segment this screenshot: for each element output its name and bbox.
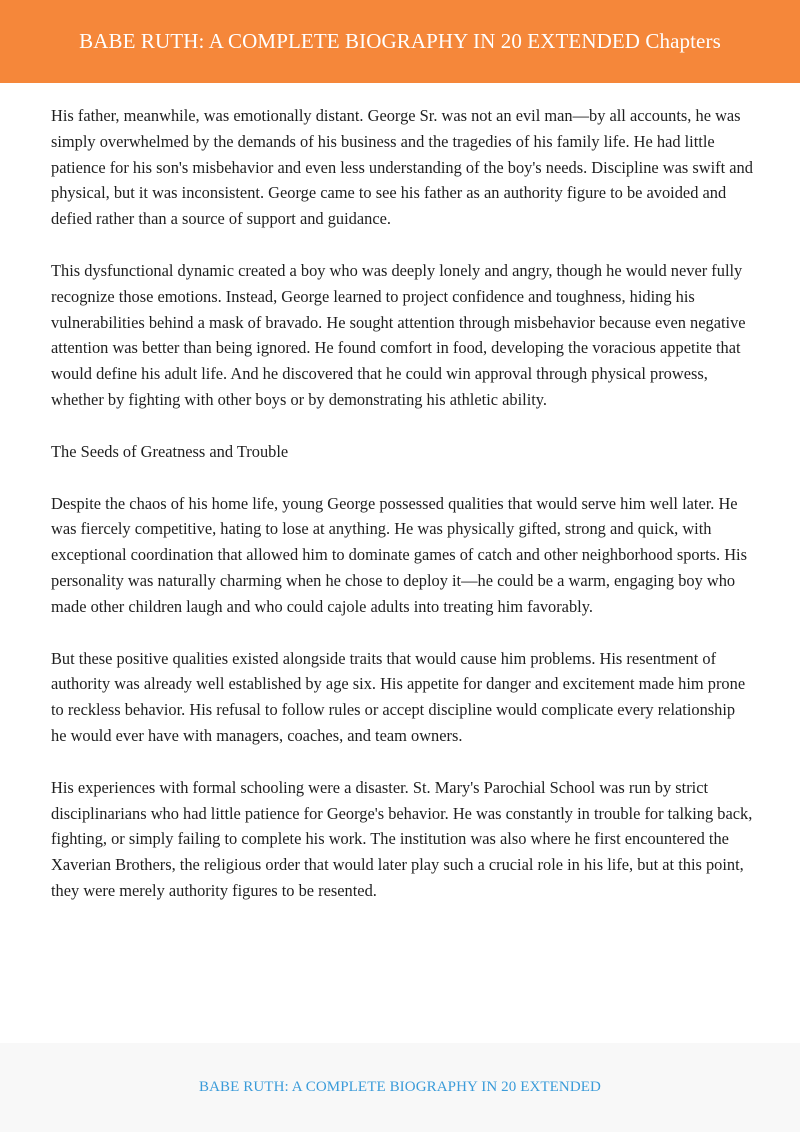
paragraph: This dysfunctional dynamic created a boy who was deeply lonely and angry, though he would never fully recognize those emotions. Instead, George learned to project confidence and toughness, hiding his vulnerabilities behind a mask of bravado. He sought attention through misbehavior because even negative attention was better than being ignored. He found comfort in food, developing the voracious appetite that would define his adult life. And he discovered that he could win approval through physical prowess, whether by fighting with other boys or by demonstrating his athletic ability. — [51, 260, 746, 409]
footer-title[interactable]: BABE RUTH: A COMPLETE BIOGRAPHY IN 20 EXTENDED — [199, 1079, 601, 1095]
page-content — [51, 103, 753, 930]
page-header — [0, 0, 800, 83]
paragraph: His experiences with formal schooling were a disaster. St. Mary's Parochial School was run by strict disciplinarians who had little patience for George's behavior. He was constantly in trouble for talking back, fighting, or simply failing to complete his work. The institution was also where he first encountered the Xaverian Brothers, the religious order that would later play such a crucial role in his life, but at this point, they were merely authority figures to be resented. — [51, 777, 753, 900]
paragraph: His father, meanwhile, was emotionally distant. George Sr. was not an evil man—by all accounts, he was simply overwhelmed by the demands of his business and the tragedies of his family life. He had little patience for his son's misbehavior and even less understanding of the boy's needs. Discipline was swift and physical, but it was inconsistent. George came to see his father as an authority figure to be avoided and defied rather than a source of support and guidance. — [51, 106, 753, 229]
paragraph: Despite the chaos of his home life, young George possessed qualities that would serve him well later. He was fiercely competitive, hating to lose at anything. He was physically gifted, strong and quick, with exceptional coordination that allowed him to dominate games of catch and other neighborhood sports. His personality was naturally charming when he chose to deploy it—he could be a warm, engaging boy who made other children laugh and who could cajole adults into treating him favorably. — [51, 493, 747, 616]
section-heading: The Seeds of Greatness and Trouble — [51, 441, 289, 461]
header-title: BABE RUTH: A COMPLETE BIOGRAPHY IN 20 EXTENDED Chapters — [79, 29, 721, 53]
page-footer — [0, 1043, 800, 1132]
paragraph: But these positive qualities existed alongside traits that would cause him problems. His resentment of authority was already well established by age six. His appetite for danger and excitement made him prone to reckless behavior. His refusal to follow rules or accept discipline would complicate every relationship he would ever have with managers, coaches, and team owners. — [51, 648, 746, 745]
